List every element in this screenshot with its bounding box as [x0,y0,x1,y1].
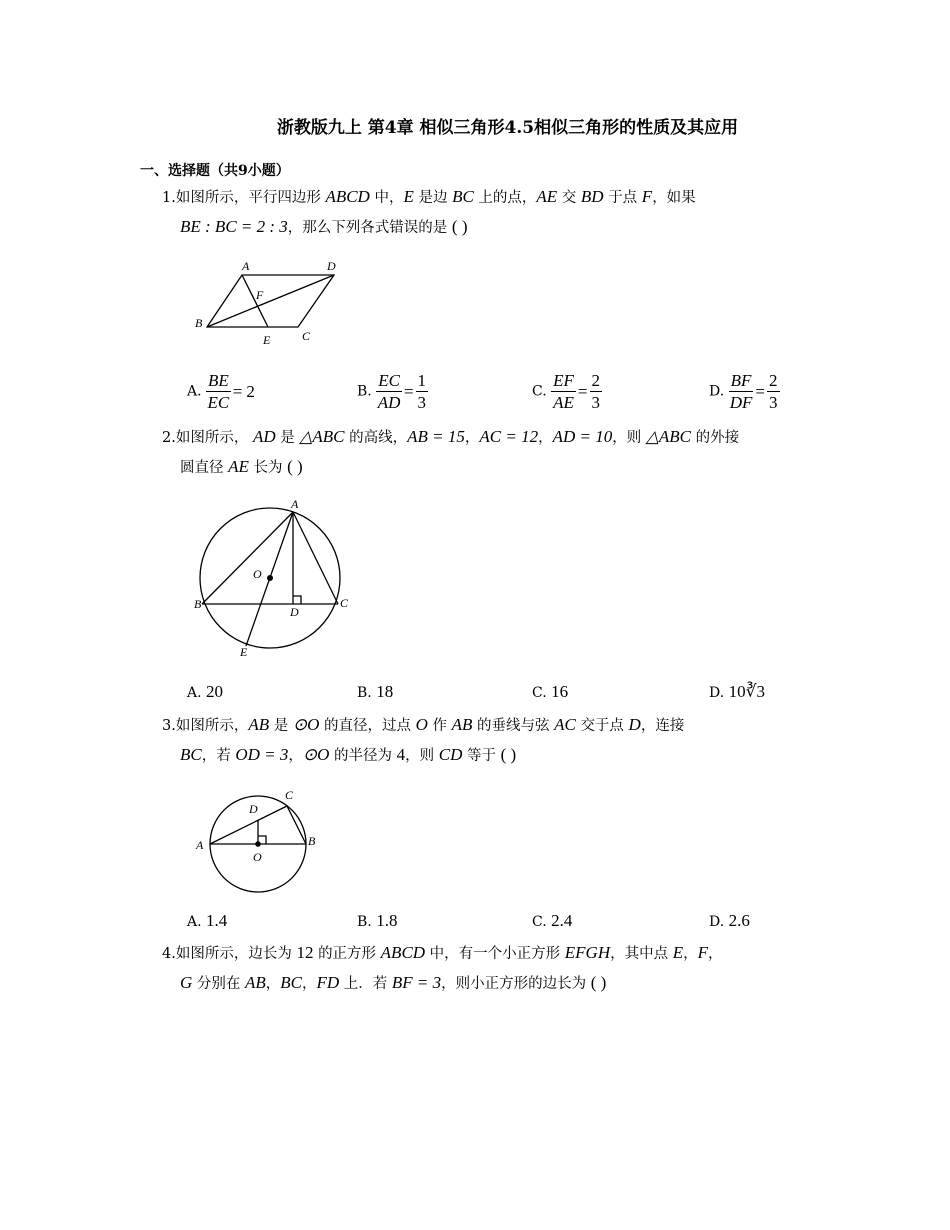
q2-text: ， [464,430,480,446]
q3-label-o: O [253,850,262,864]
q3-option-b[interactable] [357,911,397,931]
q2-math: AE [228,457,249,476]
q3-math: OD = 3 [235,745,289,764]
frac-denominator: DF [729,393,753,412]
q2-text: 的外接 [695,430,740,446]
center-point [267,575,273,581]
q3-math: ⊙O [302,745,330,764]
frac-numerator: 1 [417,371,427,390]
q4-line-1 [162,943,723,964]
frac-denominator: AE [553,393,574,412]
q1-answer-blank: ( ) [451,217,468,236]
q1-option-a[interactable]: A. $\frac{BE}{EC}$ = 2 [187,371,255,412]
q1-text: 中， [374,190,404,206]
q1-math: AE [536,187,558,206]
q4-text: ，则小正方形的边长为 [441,976,587,992]
q3-line-2 [180,745,516,766]
q2-answer-blank: ( ) [287,457,303,476]
q3-math: BC [180,745,202,764]
q4-text: ， [708,946,723,962]
q1-text: ，如果 [652,190,696,206]
q3-text: 的半径为 [334,748,393,764]
q3-math: AB [451,715,473,734]
q1-math: F [641,187,653,206]
q2-figure-circle [190,495,360,665]
q1-label-f: F [256,288,264,302]
frac-denominator: 3 [591,393,600,412]
option-letter: C. [532,685,547,701]
q3-text: ， [288,748,303,764]
q3-label-d: D [249,802,258,816]
q2-math: AD [252,427,276,446]
q2-label-c: C [340,596,349,610]
q3-text: 如图所示， [175,718,249,734]
q2-text: 长为 [253,460,283,476]
q2-label-a: A [291,497,299,511]
q3-math: ⊙O [292,715,320,734]
option-letter: A. [187,685,202,701]
q3-math: AB [248,715,270,734]
q1-figure-parallelogram [190,255,350,350]
q4-text: ， [683,946,698,962]
center-point [255,841,261,847]
q1-line-2 [180,217,467,238]
q4-text: 的正方形 [318,946,377,962]
q3-math: AC [554,715,576,734]
frac-numerator: BF [730,371,752,390]
diagonal-bd [207,275,334,327]
q1-text: 是边 [418,190,448,206]
q3-text: 的垂线与弦 [476,718,550,734]
q4-math: FD [316,973,340,992]
q4-line-2 [180,973,606,994]
q2-label-b: B [194,597,202,611]
option-letter: B. [357,685,372,701]
option-value: 1.4 [206,911,228,930]
q1-math: E [403,187,414,206]
option-letter: B. [357,914,372,930]
frac-numerator: 2 [591,371,600,390]
frac-denominator: 3 [769,393,778,412]
q4-number: 4. [162,946,176,962]
q3-text: ，若 [201,748,231,764]
q3-text: 作 [432,718,447,734]
q1-label-c: C [302,329,311,343]
q2-text: 圆直径 [180,460,224,476]
q3-text: ，则 [405,748,435,764]
option-letter: D. [709,685,725,701]
option-value: 20 [206,682,224,701]
q2-text: 是 [280,430,295,446]
frac-denominator: AD [377,393,401,412]
q1-option-c[interactable]: C. $\frac{EF}{AE}$ = $\frac{2}{3}$ [532,371,600,412]
q2-option-b[interactable] [357,682,393,702]
frac-numerator: EC [378,371,400,390]
q4-math: ABCD [380,943,426,962]
frac-numerator: BE [208,371,229,390]
q3-answer-blank: ( ) [500,745,517,764]
option-letter: A. [187,383,202,400]
q1-label-d: D [327,259,336,273]
q2-text: 如图所示， [175,430,249,446]
q2-option-d[interactable] [709,682,765,702]
q2-math: △ABC [645,427,692,446]
q1-option-b[interactable]: B. $\frac{EC}{AD}$ = $\frac{1}{3}$ [357,371,427,412]
q4-text: ，其中点 [610,946,669,962]
q2-math: AC = 12 [479,427,539,446]
frac-denominator: 3 [417,393,427,412]
q2-math: AB = 15 [407,427,465,446]
q1-text: 如图所示，平行四边形 [175,190,321,206]
q3-option-d[interactable] [709,911,750,931]
right-angle-mark [293,596,301,604]
q4-math: E [672,943,684,962]
q2-text: ， [538,430,553,446]
q1-math: BC [452,187,474,206]
q4-math: F [697,943,708,962]
q4-text: 中，有一个小正方形 [429,946,561,962]
q2-math: △ABC [299,427,345,446]
q2-line-1 [162,427,739,448]
q4-math: G [180,973,193,992]
q4-text: ， [302,976,317,992]
frac-numerator: EF [553,371,574,390]
q4-math: 12 [296,943,314,962]
q2-line-2 [180,457,303,478]
option-value: 2 [246,381,255,401]
q2-text: ，则 [612,430,642,446]
q4-text: 上．若 [343,976,388,992]
q3-math: 4 [396,745,406,764]
q2-math: AD = 10 [552,427,613,446]
q1-text: ，那么下列各式错误的是 [287,220,448,236]
option-value: 16 [551,682,569,701]
q3-option-a[interactable] [187,911,227,931]
segment-ae [242,275,268,327]
option-value: 1.8 [376,911,398,930]
option-value: 18 [376,682,394,701]
q3-label-c: C [285,788,294,802]
q3-text: 等于 [466,748,496,764]
segment-ac [293,512,338,604]
q3-number: 3. [162,718,176,734]
q3-label-b: B [308,834,316,848]
q3-text: 交于点 [580,718,624,734]
q4-math: BC [280,973,303,992]
option-letter: B. [357,383,372,400]
segment-ab [202,512,293,604]
q3-text: 的直径，过点 [323,718,411,734]
q3-line-1 [162,715,684,736]
option-value: 2.4 [551,911,573,930]
q1-text: 于点 [608,190,638,206]
q1-math: BD [580,187,604,206]
q2-label-o: O [253,567,262,581]
q1-condition: BE : BC = 2 : 3 [180,217,288,236]
q4-text: ， [265,976,281,992]
q3-figure-circle [190,785,325,900]
q3-math: CD [438,745,463,764]
segment-bc [287,806,306,844]
q3-text: 是 [273,718,289,734]
q1-text: 交 [561,190,577,206]
option-letter: C. [532,383,547,400]
q2-option-c[interactable] [532,682,568,702]
q4-math: EFGH [564,943,611,962]
q4-text: 如图所示，边长为 [175,946,292,962]
q1-label-e: E [263,333,271,347]
q1-option-d[interactable]: D. $\frac{BF}{DF}$ = $\frac{2}{3}$ [709,371,778,412]
q2-number: 2. [162,430,176,446]
option-letter: C. [532,914,547,930]
q1-label-a: A [242,259,250,273]
option-letter: A. [187,914,202,930]
option-value: 2.6 [728,911,750,930]
option-letter: D. [709,383,725,400]
q1-text: 上的点， [478,190,537,206]
q3-math: D [628,715,641,734]
q1-number: 1. [162,190,176,206]
q2-label-d: D [290,605,299,619]
q4-answer-blank: ( ) [590,973,607,992]
q4-text: 分别在 [196,976,241,992]
q2-label-e: E [240,645,248,659]
q1-label-b: B [195,316,203,330]
q3-option-c[interactable] [532,911,572,931]
q2-option-a[interactable] [187,682,223,702]
q3-text: ，连接 [640,718,685,734]
q1-math: ABCD [325,187,370,206]
frac-numerator: 2 [769,371,778,390]
q4-math: BF = 3 [391,973,442,992]
page-title: 浙教版九上 第4章 相似三角形4.5相似三角形的性质及其应用 [276,118,739,138]
option-value: 10∛3 [728,682,765,701]
q4-math: AB [245,973,266,992]
frac-denominator: EC [207,393,230,412]
section-heading: 一、选择题（共9小题） [140,163,290,179]
q1-line-1 [162,187,696,208]
option-letter: D. [709,914,725,930]
q2-text: 的高线， [349,430,408,446]
q3-label-a: A [196,838,204,852]
q3-math: O [415,715,428,734]
